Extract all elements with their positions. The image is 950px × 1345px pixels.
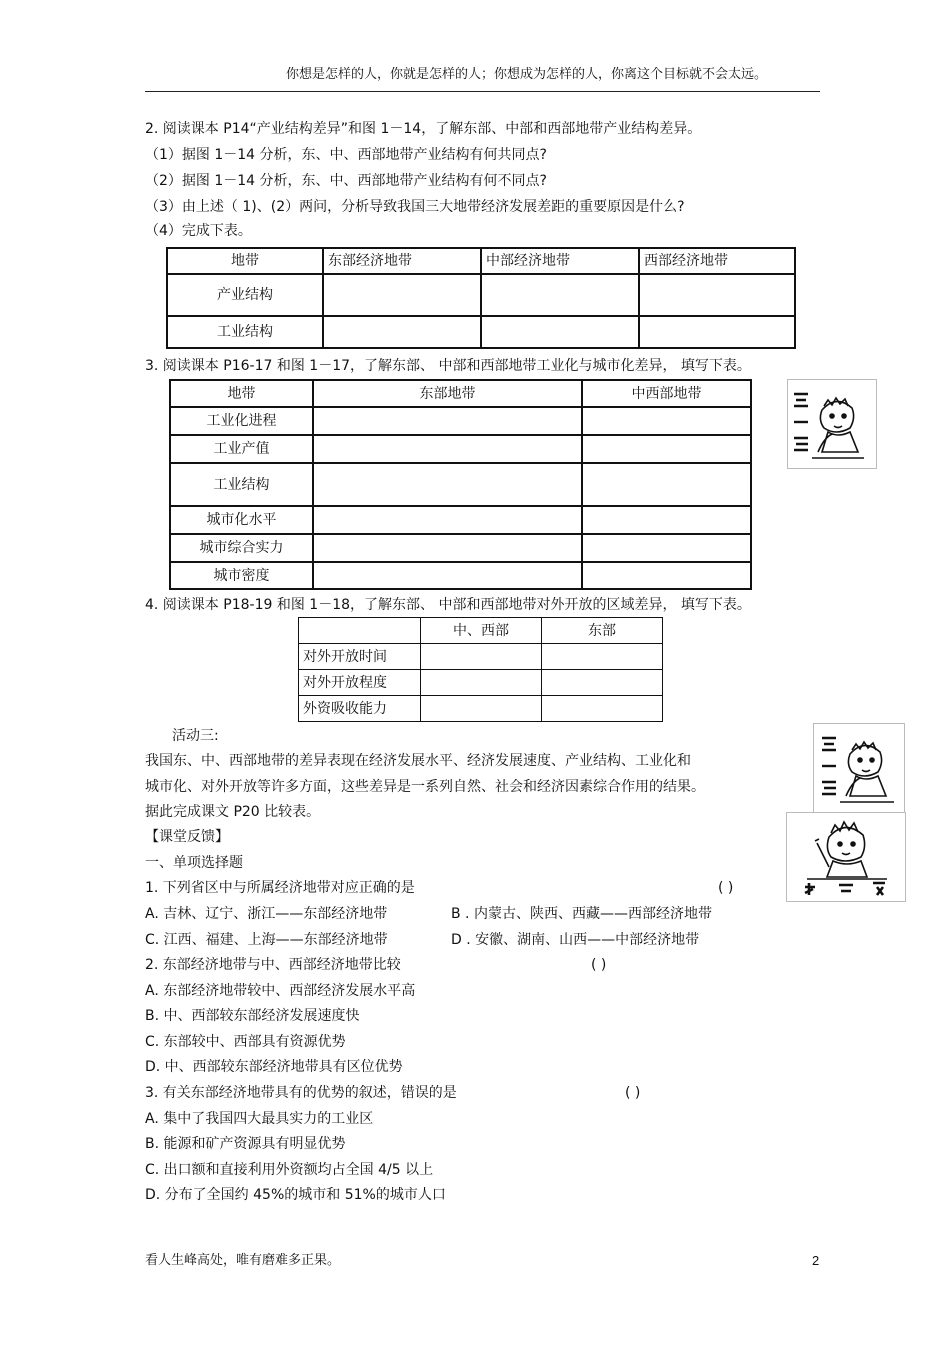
question3-stem: 3. 有关东部经济地带具有的优势的叙述，错误的是 xyxy=(145,1085,457,1101)
table-row-label: 城市密度 xyxy=(170,562,313,589)
activity3-line2: 城市化、对外开放等许多方面，这些差异是一系列自然、社会和经济因素综合作用的结果。 xyxy=(145,779,705,795)
question3-option-d: D. 分布了全国约 45%的城市和 51%的城市人口 xyxy=(145,1187,446,1203)
table-blank-cell[interactable] xyxy=(639,274,795,316)
question3-option-c: C. 出口额和直接利用外资额均占全国 4/5 以上 xyxy=(145,1162,434,1178)
question1-stem: 1. 下列省区中与所属经济地带对应正确的是 xyxy=(145,880,415,896)
table-blank-cell[interactable] xyxy=(582,506,751,534)
industrialization-table xyxy=(169,379,752,590)
question2-stem: 2. 东部经济地带与中、西部经济地带比较 xyxy=(145,957,401,973)
table-header-cell: 西部经济地带 xyxy=(639,248,795,274)
table-blank-cell[interactable] xyxy=(313,506,582,534)
table-blank-cell[interactable] xyxy=(481,316,639,348)
footer-motto: 看人生峰高处，唯有磨难多正果。 xyxy=(145,1253,341,1268)
table-blank-cell[interactable] xyxy=(313,407,582,435)
question2-answer-paren: ( ) xyxy=(591,957,607,973)
question1-option-b: B . 内蒙古、陕西、西藏——西部经济地带 xyxy=(451,906,712,922)
question2-option-c: C. 东部较中、西部具有资源优势 xyxy=(145,1034,346,1050)
table-row-label: 产业结构 xyxy=(167,274,323,316)
question2-option-d: D. 中、西部较东部经济地带具有区位优势 xyxy=(145,1059,403,1075)
table-row-label: 工业结构 xyxy=(167,316,323,348)
page-number: 2 xyxy=(812,1253,820,1268)
table-header-cell: 地带 xyxy=(170,380,313,407)
table-row-label: 城市综合实力 xyxy=(170,534,313,562)
activity3-line3: 据此完成课文 P20 比较表。 xyxy=(145,804,321,820)
question3-answer-paren: ( ) xyxy=(625,1085,641,1101)
section2-q4: （4）完成下表。 xyxy=(145,223,252,239)
table-blank-cell[interactable] xyxy=(582,534,751,562)
activity3-title: 活动三: xyxy=(172,728,219,744)
table-row-label: 外资吸收能力 xyxy=(299,696,421,722)
question2-option-b: B. 中、西部较东部经济发展速度快 xyxy=(145,1008,360,1024)
table-blank-cell[interactable] xyxy=(313,435,582,463)
table-blank-cell[interactable] xyxy=(313,562,582,589)
section2-q3: （3）由上述（ 1)、(2）两问，分析导致我国三大地带经济发展差距的重要原因是什么? xyxy=(145,199,685,215)
table-blank-cell[interactable] xyxy=(582,463,751,506)
table-header-cell xyxy=(299,618,421,644)
table-row-label: 城市化水平 xyxy=(170,506,313,534)
table-header-cell: 东部经济地带 xyxy=(323,248,481,274)
table-row-label: 工业产值 xyxy=(170,435,313,463)
section2-intro: 2. 阅读课本 P14“产业结构差异”和图 1－14，了解东部、中部和西部地带产业结构差异。 xyxy=(145,121,702,137)
feedback-section: 一、单项选择题 xyxy=(145,855,243,871)
table-blank-cell[interactable] xyxy=(582,407,751,435)
question1-option-c: C. 江西、福建、上海——东部经济地带 xyxy=(145,932,388,948)
section2-q2: （2）据图 1－14 分析，东、中、西部地带产业结构有何不同点? xyxy=(145,173,547,189)
question3-option-a: A. 集中了我国四大最具实力的工业区 xyxy=(145,1111,374,1127)
industry-structure-table xyxy=(166,247,796,349)
table-header-cell: 地带 xyxy=(167,248,323,274)
table-header-cell: 东部地带 xyxy=(313,380,582,407)
section3-intro: 3. 阅读课本 P16-17 和图 1－17，了解东部、 中部和西部地带工业化与城市化差异， 填写下表。 xyxy=(145,358,751,374)
table-blank-cell[interactable] xyxy=(323,316,481,348)
table-header-cell: 中、西部 xyxy=(421,618,542,644)
table-blank-cell[interactable] xyxy=(639,316,795,348)
opening-up-table xyxy=(298,617,663,722)
table-blank-cell[interactable] xyxy=(542,696,663,722)
question2-option-a: A. 东部经济地带较中、西部经济发展水平高 xyxy=(145,983,416,999)
table-blank-cell[interactable] xyxy=(542,644,663,670)
table-blank-cell[interactable] xyxy=(582,562,751,589)
section4-intro: 4. 阅读课本 P18-19 和图 1－18，了解东部、 中部和西部地带对外开放的区域差异， 填写下表。 xyxy=(145,597,751,613)
header-motto: 你想是怎样的人，你就是怎样的人；你想成为怎样的人，你离这个目标就不会太远。 xyxy=(286,67,768,82)
table-blank-cell[interactable] xyxy=(313,534,582,562)
table-header-cell: 中西部地带 xyxy=(582,380,751,407)
table-blank-cell[interactable] xyxy=(323,274,481,316)
table-blank-cell[interactable] xyxy=(421,644,542,670)
think-cartoon-illustration xyxy=(813,723,905,813)
table-blank-cell[interactable] xyxy=(481,274,639,316)
section2-q1: （1）据图 1－14 分析，东、中、西部地带产业结构有何共同点? xyxy=(145,147,547,163)
question1-answer-paren: ( ) xyxy=(718,880,734,896)
table-blank-cell[interactable] xyxy=(421,696,542,722)
table-row-label: 工业化进程 xyxy=(170,407,313,435)
table-row-label: 工业结构 xyxy=(170,463,313,506)
table-header-cell: 中部经济地带 xyxy=(481,248,639,274)
table-blank-cell[interactable] xyxy=(421,670,542,696)
table-row-label: 对外开放程度 xyxy=(299,670,421,696)
question3-option-b: B. 能源和矿产资源具有明显优势 xyxy=(145,1136,346,1152)
think-cartoon-illustration xyxy=(787,379,877,469)
do-cartoon-illustration xyxy=(786,812,906,902)
table-blank-cell[interactable] xyxy=(582,435,751,463)
table-blank-cell[interactable] xyxy=(313,463,582,506)
activity3-line1: 我国东、中、西部地带的差异表现在经济发展水平、经济发展速度、产业结构、工业化和 xyxy=(145,753,691,769)
question1-option-d: D . 安徽、湖南、山西——中部经济地带 xyxy=(451,932,700,948)
table-row-label: 对外开放时间 xyxy=(299,644,421,670)
table-blank-cell[interactable] xyxy=(542,670,663,696)
table-header-cell: 东部 xyxy=(542,618,663,644)
feedback-title: 【课堂反馈】 xyxy=(145,829,229,845)
header-rule xyxy=(145,91,820,92)
question1-option-a: A. 吉林、辽宁、浙江——东部经济地带 xyxy=(145,906,388,922)
